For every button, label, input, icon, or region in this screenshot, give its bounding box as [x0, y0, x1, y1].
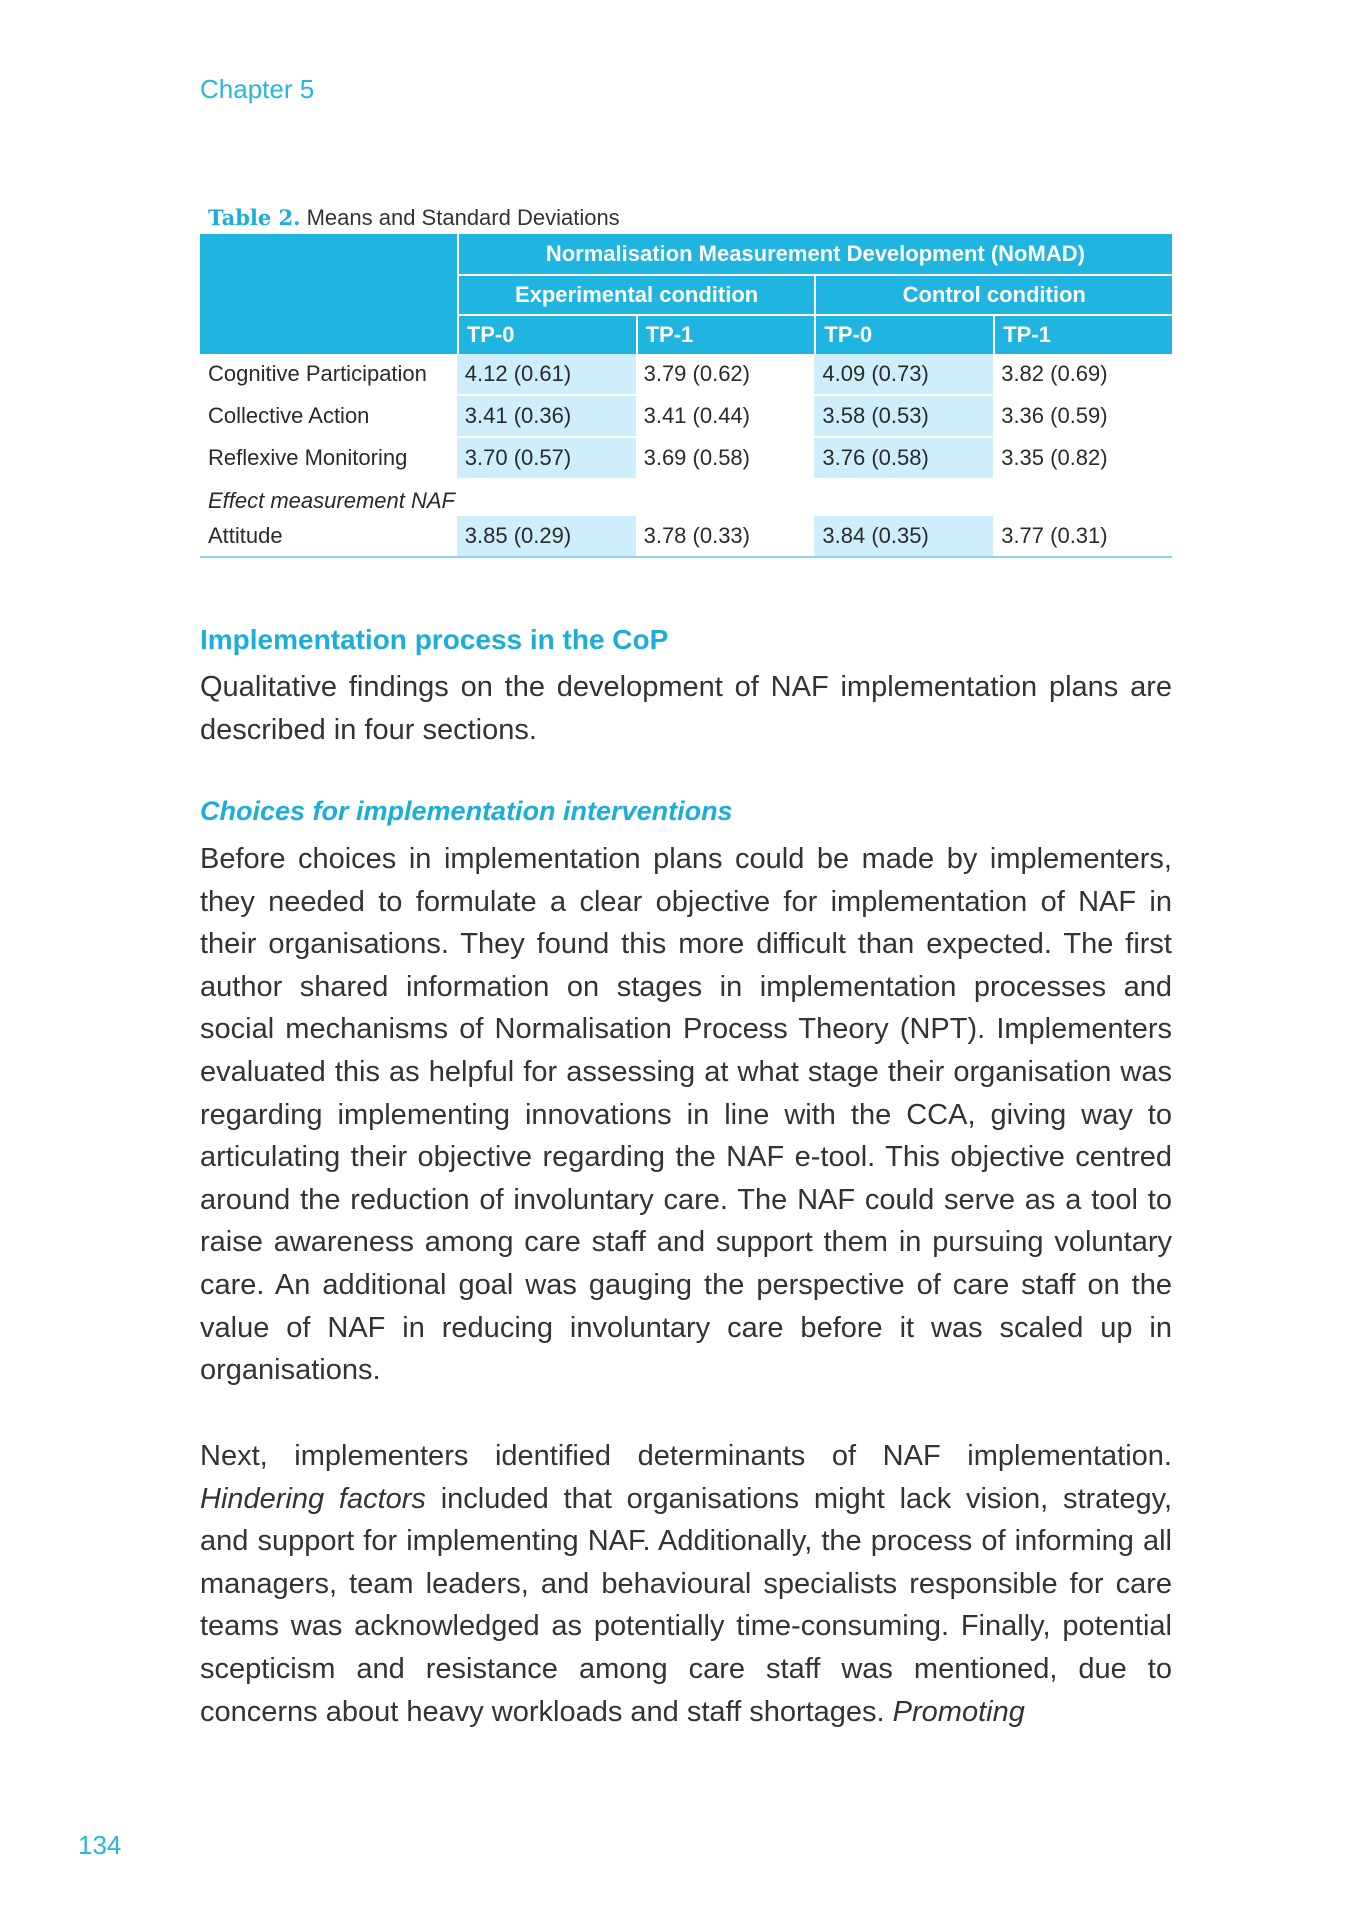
- table-cell: 3.79 (0.62): [636, 354, 815, 396]
- timepoint-header: TP-1: [636, 316, 815, 354]
- timepoint-header: TP-1: [993, 316, 1172, 354]
- table-cell: 3.69 (0.58): [636, 438, 815, 480]
- table-cell: 3.41 (0.36): [457, 396, 636, 438]
- table-caption: [208, 205, 620, 231]
- timepoint-header: TP-0: [457, 316, 636, 354]
- table-cell: 4.09 (0.73): [814, 354, 993, 396]
- table-caption-label: Table 2.: [208, 205, 301, 230]
- body-paragraph: [200, 1435, 1172, 1733]
- table-cell: 3.41 (0.44): [636, 396, 815, 438]
- table-caption-text: Means and Standard Deviations: [300, 205, 620, 230]
- table-cell: 4.12 (0.61): [457, 354, 636, 396]
- row-label: Reflexive Monitoring: [200, 438, 457, 480]
- timepoint-header: TP-0: [814, 316, 993, 354]
- table-row: [200, 396, 1172, 438]
- chapter-header: Chapter 5: [200, 74, 315, 104]
- subsection-heading: Choices for implementation interventions: [200, 796, 733, 826]
- table-row: [200, 354, 1172, 396]
- body-paragraph: Before choices in implementation plans could be made by implementers, they needed to formulate a clear objective for implementation of NAF in their organisations. They found this more difficult than expected. The first author shared information on stages in implementation processes and social mechanisms of Normalisation Process Theory (NPT). Implementers evaluated this as helpful for assessing at what stage their organisation was regarding implementing innovations in line with the CCA, giving way to articulating their objective regarding the NAF e-tool. This objective centred around the reduction of involuntary care. The NAF could serve as a tool to raise awareness among care staff and support them in pursuing voluntary care. An additional goal was gauging the perspective of care staff on the value of NAF in reducing involuntary care before it was scaled up in organisations.: [200, 843, 1172, 1387]
- section-heading: Implementation process in the CoP: [200, 624, 669, 655]
- group-header: Normalisation Measurement Development (NoMAD): [457, 234, 1172, 276]
- row-label: Collective Action: [200, 396, 457, 438]
- table-cell: 3.58 (0.53): [814, 396, 993, 438]
- table-corner-cell: [200, 234, 457, 354]
- table-row: [200, 438, 1172, 480]
- table-cell: 3.82 (0.69): [993, 354, 1172, 396]
- table-cell: 3.85 (0.29): [457, 516, 636, 558]
- table-cell: 3.35 (0.82): [993, 438, 1172, 480]
- table-cell: 3.84 (0.35): [814, 516, 993, 558]
- condition-header-control: Control condition: [814, 276, 1172, 316]
- intro-paragraph: Qualitative findings on the development of NAF implementation plans are described in four sections.: [200, 671, 1172, 746]
- table-cell: 3.76 (0.58): [814, 438, 993, 480]
- paragraph-text: Next, implementers identified determinants of NAF implementation.: [200, 1440, 1172, 1472]
- paragraph-text: included that organisations might lack vision, strategy, and support for implementing NAF. Additionally, the process of informing all managers, team leaders, and behavioural specialists responsible for care teams was acknowledged as potentially time-consuming. Finally, potential scepticism and resistance among care staff was mentioned, due to concerns about heavy workloads and staff shortages.: [200, 1482, 1172, 1728]
- means-table: [200, 234, 1172, 558]
- table-cell: 3.78 (0.33): [636, 516, 815, 558]
- paragraph-italic: Hindering factors: [200, 1482, 426, 1515]
- table-row: [200, 516, 1172, 558]
- paragraph-italic: Promoting: [892, 1695, 1025, 1728]
- effect-measurement-label: Effect measurement NAF: [208, 488, 455, 513]
- page-number: 134: [78, 1830, 122, 1860]
- table-cell: 3.36 (0.59): [993, 396, 1172, 438]
- row-label: Attitude: [200, 516, 457, 558]
- row-label: Cognitive Participation: [200, 354, 457, 396]
- table-cell: 3.70 (0.57): [457, 438, 636, 480]
- effect-label-row: [200, 480, 1172, 516]
- condition-header-experimental: Experimental condition: [457, 276, 815, 316]
- table-cell: 3.77 (0.31): [993, 516, 1172, 558]
